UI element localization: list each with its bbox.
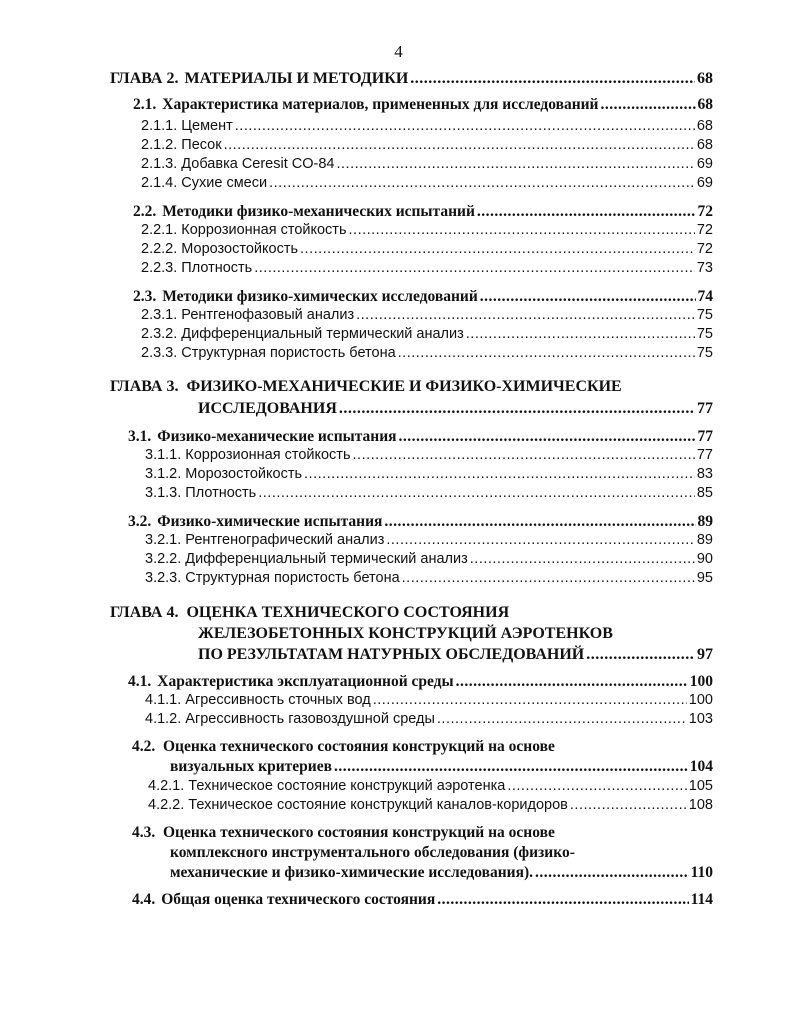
toc-subsection-2-3-3 — [141, 345, 713, 361]
subsection-number: 2.2.1. — [141, 222, 178, 238]
toc-subsection-2-1-2 — [141, 137, 713, 153]
subsection-title: Рентгенографический анализ — [185, 532, 385, 548]
dot-leader — [235, 118, 695, 134]
toc-subsection-4-1-1 — [145, 692, 713, 708]
dot-leader — [437, 891, 688, 909]
dot-leader — [258, 485, 695, 501]
page-ref: 75 — [696, 326, 713, 342]
toc-chapter-4 — [198, 646, 713, 664]
dot-leader — [601, 96, 696, 114]
dot-leader — [586, 646, 695, 664]
toc-chapter-3-line1 — [110, 378, 622, 396]
section-title: Физико-механические испытания — [157, 428, 397, 445]
section-title-line: визуальных критериев — [170, 758, 332, 775]
dot-leader — [337, 156, 695, 172]
dot-leader — [356, 307, 695, 323]
subsection-title: Структурная пористость бетона — [181, 345, 396, 361]
chapter-title-line: ПО РЕЗУЛЬТАТАМ НАТУРНЫХ ОБСЛЕДОВАНИЙ — [198, 646, 585, 663]
page-ref: 68 — [696, 118, 713, 134]
toc-section-4-3-line2 — [170, 844, 575, 862]
dot-leader — [570, 797, 687, 813]
page-ref: 89 — [696, 532, 713, 548]
toc-section-4-2 — [170, 758, 713, 776]
page-ref: 108 — [688, 797, 713, 813]
toc-subsection-2-1-4 — [141, 175, 713, 191]
chapter-title-line: ОЦЕНКА ТЕХНИЧЕСКОГО СОСТОЯНИЯ — [186, 604, 510, 621]
toc-subsection-2-2-3 — [141, 260, 713, 276]
subsection-number: 2.1.1. — [141, 118, 178, 134]
chapter-title: МАТЕРИАЛЫ И МЕТОДИКИ — [184, 70, 409, 87]
chapter-number: ГЛАВА 2. — [110, 70, 179, 87]
section-number: 2.1. — [133, 96, 157, 113]
page-ref: 103 — [688, 711, 713, 727]
toc-chapter-4-line2 — [198, 625, 613, 643]
dot-leader — [304, 466, 695, 482]
subsection-number: 2.1.3. — [141, 156, 178, 172]
dot-leader — [373, 692, 687, 708]
toc-subsection-3-2-2 — [145, 551, 713, 567]
subsection-title: Коррозионная стойкость — [185, 447, 351, 463]
subsection-title: Техническое состояние конструкций каналов-коридоров — [188, 797, 568, 813]
page-ref: 77 — [696, 447, 713, 463]
subsection-title: Рентгенофазовый анализ — [181, 307, 355, 323]
toc-subsection-3-1-2 — [145, 466, 713, 482]
subsection-number: 3.1.3. — [145, 485, 182, 501]
subsection-number: 3.1.1. — [145, 447, 182, 463]
dot-leader — [410, 70, 695, 88]
toc-subsection-4-1-2 — [145, 711, 713, 727]
dot-leader — [339, 400, 695, 418]
section-title: Общая оценка технического состояния — [161, 891, 436, 908]
dot-leader — [224, 137, 695, 153]
dot-leader — [334, 758, 688, 776]
page-number: 4 — [394, 42, 403, 61]
chapter-number: ГЛАВА 4. — [110, 604, 179, 621]
page-ref: 69 — [696, 175, 713, 191]
dot-leader — [384, 513, 695, 531]
section-title-line: комплексного инструментального обследования (физико- — [170, 844, 575, 861]
section-title-line: Оценка технического состояния конструкций на основе — [163, 738, 555, 755]
section-number: 3.1. — [128, 428, 152, 445]
subsection-number: 2.1.4. — [141, 175, 178, 191]
toc-subsection-2-1-1 — [141, 118, 713, 134]
subsection-title: Дифференциальный термический анализ — [181, 326, 464, 342]
subsection-number: 2.3.1. — [141, 307, 178, 323]
subsection-title: Морозостойкость — [185, 466, 303, 482]
page-ref: 72 — [697, 203, 713, 220]
dot-leader — [507, 778, 686, 794]
page-ref: 100 — [689, 673, 713, 690]
section-title-line: Оценка технического состояния конструкций на основе — [163, 824, 555, 841]
dot-leader — [456, 673, 688, 691]
section-number: 4.4. — [132, 891, 156, 908]
subsection-title: Сухие смеси — [181, 175, 268, 191]
toc-section-3-2 — [128, 513, 713, 531]
toc-subsection-4-2-2 — [148, 797, 713, 813]
toc-subsection-2-1-3 — [141, 156, 713, 172]
dot-leader — [535, 864, 689, 882]
section-number: 2.2. — [133, 203, 157, 220]
toc-section-2-1 — [133, 96, 713, 114]
subsection-number: 3.2.3. — [145, 570, 182, 586]
toc-subsection-2-2-2 — [141, 241, 713, 257]
page-ref: 100 — [688, 692, 713, 708]
page-ref: 89 — [697, 513, 713, 530]
page-ref: 110 — [690, 864, 713, 881]
page-ref: 83 — [696, 466, 713, 482]
page-ref: 72 — [696, 222, 713, 238]
section-title: Методики физико-химических исследований — [162, 288, 478, 305]
subsection-number: 2.2.2. — [141, 241, 178, 257]
dot-leader — [386, 532, 694, 548]
page-ref: 73 — [696, 260, 713, 276]
dot-leader — [466, 326, 695, 342]
section-number: 4.1. — [128, 673, 152, 690]
subsection-number: 3.2.1. — [145, 532, 182, 548]
chapter-title-line: ЖЕЛЕЗОБЕТОННЫХ КОНСТРУКЦИЙ АЭРОТЕНКОВ — [198, 625, 613, 642]
toc-section-2-3 — [133, 288, 713, 306]
chapter-title-line: ИССЛЕДОВАНИЯ — [198, 400, 337, 417]
page-ref: 77 — [697, 400, 713, 417]
section-number: 3.2. — [128, 513, 152, 530]
subsection-title: Дифференциальный термический анализ — [185, 551, 468, 567]
subsection-number: 2.1.2. — [141, 137, 178, 153]
subsection-number: 3.1.2. — [145, 466, 182, 482]
toc-subsection-3-1-1 — [145, 447, 713, 463]
toc-section-4-3-line1 — [132, 824, 555, 842]
page-ref: 75 — [696, 345, 713, 361]
section-title: Характеристика эксплуатационной среды — [157, 673, 454, 690]
dot-leader — [402, 570, 695, 586]
subsection-number: 2.2.3. — [141, 260, 178, 276]
page-ref: 95 — [696, 570, 713, 586]
toc-section-4-3 — [170, 864, 713, 882]
dot-leader — [399, 428, 696, 446]
subsection-title: Структурная пористость бетона — [185, 570, 400, 586]
subsection-number: 4.1.2. — [145, 711, 182, 727]
page-ref: 72 — [696, 241, 713, 257]
dot-leader — [349, 222, 695, 238]
toc-section-4-1 — [128, 673, 713, 691]
toc-chapter-4-line1 — [110, 604, 509, 622]
toc-subsection-3-1-3 — [145, 485, 713, 501]
toc-chapter-2 — [110, 70, 713, 88]
page-ref: 114 — [690, 891, 713, 908]
toc-section-4-4 — [132, 891, 713, 909]
subsection-title: Техническое состояние конструкций аэротенка — [188, 778, 506, 794]
subsection-number: 2.3.2. — [141, 326, 178, 342]
toc-subsection-2-3-1 — [141, 307, 713, 323]
dot-leader — [470, 551, 695, 567]
dot-leader — [300, 241, 695, 257]
subsection-number: 4.1.1. — [145, 692, 182, 708]
subsection-title: Агрессивность сточных вод — [185, 692, 371, 708]
dot-leader — [353, 447, 695, 463]
section-number: 4.2. — [132, 738, 156, 755]
dot-leader — [480, 288, 696, 306]
toc-subsection-2-2-1 — [141, 222, 713, 238]
subsection-number: 2.3.3. — [141, 345, 178, 361]
chapter-title-line: ФИЗИКО-МЕХАНИЧЕСКИЕ И ФИЗИКО-ХИМИЧЕСКИЕ — [186, 378, 622, 395]
page-ref: 68 — [696, 137, 713, 153]
dot-leader — [437, 711, 687, 727]
page-ref: 85 — [696, 485, 713, 501]
section-title: Методики физико-механических испытаний — [162, 203, 475, 220]
chapter-number: ГЛАВА 3. — [110, 378, 179, 395]
subsection-title: Цемент — [181, 118, 233, 134]
subsection-number: 4.2.2. — [148, 797, 185, 813]
subsection-number: 4.2.1. — [148, 778, 185, 794]
page-ref: 68 — [697, 70, 713, 87]
page-ref: 97 — [697, 646, 713, 663]
page-ref: 75 — [696, 307, 713, 323]
toc-section-2-2 — [133, 203, 713, 221]
subsection-number: 3.2.2. — [145, 551, 182, 567]
section-number: 2.3. — [133, 288, 157, 305]
subsection-title: Добавка Ceresit CO-84 — [181, 156, 335, 172]
toc-subsection-4-2-1 — [148, 778, 713, 794]
dot-leader — [398, 345, 695, 361]
dot-leader — [254, 260, 695, 276]
toc-section-3-1 — [128, 428, 713, 446]
page-ref: 74 — [697, 288, 713, 305]
dot-leader — [477, 203, 696, 221]
dot-leader — [269, 175, 695, 191]
page-ref: 90 — [696, 551, 713, 567]
toc-subsection-2-3-2 — [141, 326, 713, 342]
section-title: Характеристика материалов, примененных для исследований — [162, 96, 599, 113]
section-number: 4.3. — [132, 824, 156, 841]
subsection-title: Плотность — [185, 485, 257, 501]
subsection-title: Морозостойкость — [181, 241, 299, 257]
toc-section-4-2-line1 — [132, 738, 555, 756]
page-ref: 77 — [697, 428, 713, 445]
subsection-title: Плотность — [181, 260, 253, 276]
subsection-title: Коррозионная стойкость — [181, 222, 347, 238]
page-ref: 69 — [696, 156, 713, 172]
section-title-line: механические и физико-химические исследования). — [170, 864, 533, 881]
page-ref: 105 — [688, 778, 713, 794]
subsection-title: Агрессивность газовоздушной среды — [185, 711, 435, 727]
section-title: Физико-химические испытания — [157, 513, 383, 530]
toc-subsection-3-2-3 — [145, 570, 713, 586]
page-ref: 68 — [697, 96, 713, 113]
toc-subsection-3-2-1 — [145, 532, 713, 548]
subsection-title: Песок — [181, 137, 222, 153]
toc-chapter-3 — [198, 400, 713, 418]
page-ref: 104 — [689, 758, 713, 775]
